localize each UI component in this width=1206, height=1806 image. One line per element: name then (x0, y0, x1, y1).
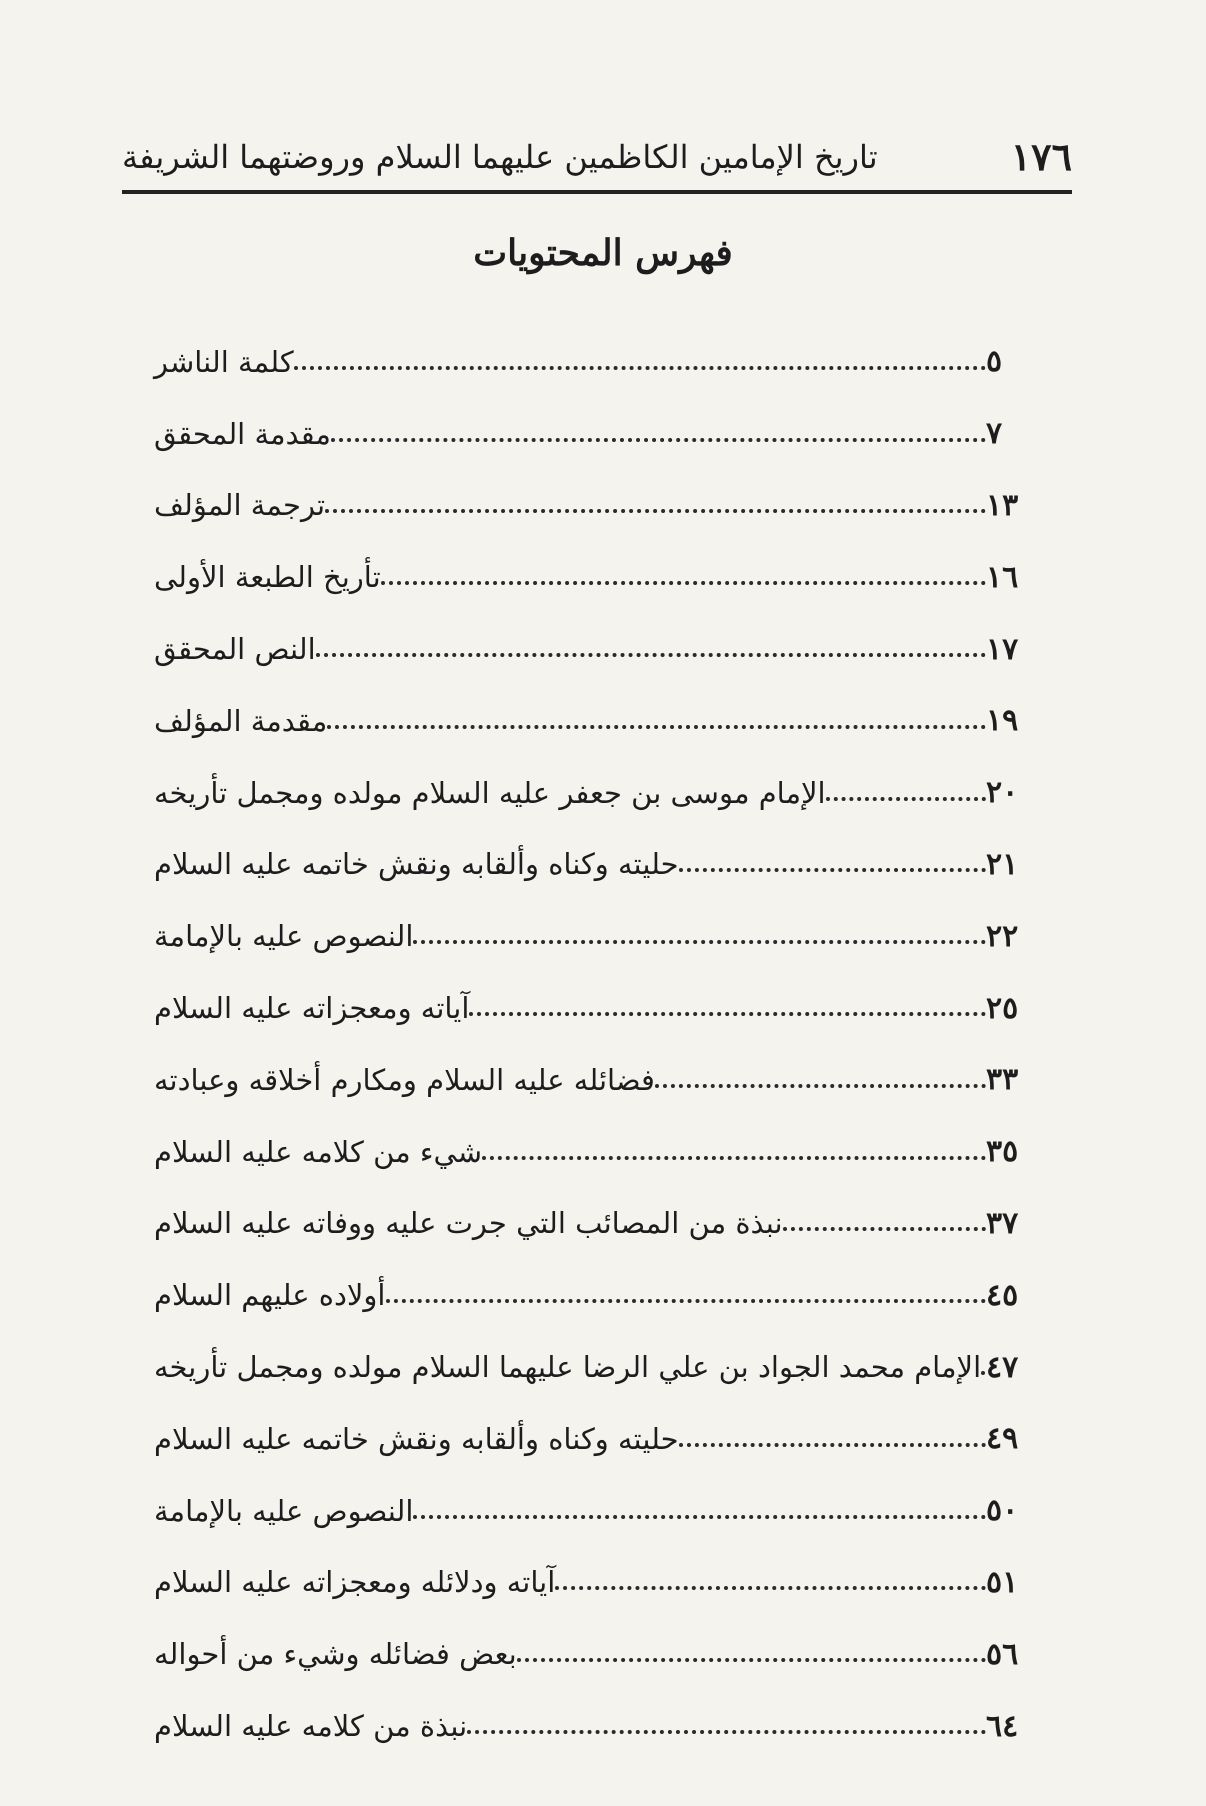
entry-page-number: ٧ (986, 416, 1003, 452)
entry-title: مقدمة المؤلف (154, 703, 328, 738)
dot-leader (294, 366, 986, 370)
dot-leader (325, 509, 986, 513)
entry-title: آياته ومعجزاته عليه السلام (154, 991, 470, 1026)
entry-page-number: ٥١ (986, 1564, 1019, 1600)
entry-title: حليته وكناه وألقابه ونقش خاتمه عليه السلام (154, 847, 679, 882)
entry-page-number: ٣٧ (986, 1205, 1019, 1241)
entry-title: النص المحقق (154, 632, 316, 667)
toc-entry (140, 1690, 1070, 1762)
toc-entry (140, 398, 1070, 470)
entry-title: كلمة الناشر (154, 344, 294, 379)
dot-leader (482, 1156, 986, 1160)
entry-title: الإمام موسى بن جعفر عليه السلام مولده ومجمل تأريخه (154, 775, 826, 810)
toc-entry (140, 1259, 1070, 1331)
toc-entry (140, 1116, 1070, 1188)
entry-title: نبذة من كلامه عليه السلام (154, 1709, 468, 1744)
toc-entry (140, 1475, 1070, 1547)
toc-entry (140, 470, 1070, 542)
dot-leader (413, 1515, 986, 1519)
toc-entry (140, 1403, 1070, 1475)
toc-entry (140, 685, 1070, 757)
toc-entry (140, 900, 1070, 972)
toc-entry (140, 1044, 1070, 1116)
entry-title: أولاده عليهم السلام (154, 1278, 386, 1313)
toc-entry (140, 613, 1070, 685)
entry-page-number: ٥٦ (986, 1636, 1019, 1672)
entry-page-number: ٥٠ (986, 1493, 1019, 1529)
dot-leader (517, 1658, 986, 1662)
entry-page-number: ٢١ (986, 846, 1019, 882)
toc-entry (140, 1331, 1070, 1403)
entry-page-number: ٤٩ (986, 1421, 1019, 1457)
entry-title: ترجمة المؤلف (154, 488, 326, 523)
contents-title: فهرس المحتويات (473, 232, 733, 274)
entry-page-number: ٣٥ (986, 1134, 1019, 1170)
dot-leader (655, 1084, 986, 1088)
table-of-contents (140, 326, 1070, 1762)
dot-leader (679, 1443, 986, 1447)
dot-leader (386, 1299, 987, 1303)
entry-title: حليته وكناه وألقابه ونقش خاتمه عليه السلام (154, 1421, 679, 1456)
header-rule (122, 190, 1072, 194)
dot-leader (826, 797, 986, 801)
entry-title: الإمام محمد الجواد بن علي الرضا عليهما السلام مولده ومجمل تأريخه (154, 1350, 982, 1385)
dot-leader (981, 1371, 986, 1375)
entry-page-number: ١٣ (986, 487, 1019, 523)
entry-page-number: ٥ (986, 344, 1003, 380)
page-number: ١٧٦ (1010, 134, 1072, 179)
toc-entry (140, 541, 1070, 613)
dot-leader (467, 1730, 986, 1734)
dot-leader (469, 1012, 986, 1016)
entry-page-number: ٣٣ (986, 1062, 1019, 1098)
entry-title: النصوص عليه بالإمامة (154, 1493, 414, 1528)
entry-page-number: ٢٢ (986, 918, 1019, 954)
toc-entry (140, 1188, 1070, 1260)
toc-entry (140, 972, 1070, 1044)
entry-page-number: ٦٤ (986, 1708, 1019, 1744)
dot-leader (555, 1586, 986, 1590)
entry-page-number: ١٩ (986, 703, 1019, 739)
toc-entry (140, 1547, 1070, 1619)
entry-title: النصوص عليه بالإمامة (154, 919, 414, 954)
running-header (122, 128, 1072, 194)
dot-leader (381, 581, 986, 585)
entry-page-number: ١٦ (986, 559, 1019, 595)
dot-leader (327, 725, 986, 729)
dot-leader (783, 1227, 986, 1231)
toc-entry (140, 326, 1070, 398)
entry-title: مقدمة المحقق (154, 416, 331, 451)
entry-title: شيء من كلامه عليه السلام (154, 1134, 483, 1169)
entry-page-number: ٢٠ (986, 775, 1019, 811)
entry-title: بعض فضائله وشيء من أحواله (154, 1637, 517, 1672)
entry-title: آياته ودلائله ومعجزاته عليه السلام (154, 1565, 556, 1600)
dot-leader (413, 940, 986, 944)
dot-leader (679, 868, 986, 872)
entry-title: نبذة من المصائب التي جرت عليه ووفاته عليه السلام (154, 1206, 783, 1241)
dot-leader (316, 653, 986, 657)
entry-title: فضائله عليه السلام ومكارم أخلاقه وعبادته (154, 1062, 655, 1097)
entry-page-number: ٢٥ (986, 990, 1019, 1026)
toc-entry (140, 757, 1070, 829)
book-title: تاريخ الإمامين الكاظمين عليهما السلام وروضتهما الشريفة (122, 138, 878, 176)
entry-page-number: ٤٧ (986, 1349, 1019, 1385)
entry-page-number: ١٧ (986, 631, 1019, 667)
entry-page-number: ٤٥ (986, 1277, 1019, 1313)
toc-entry (140, 829, 1070, 901)
entry-title: تأريخ الطبعة الأولى (154, 560, 381, 595)
toc-entry (140, 1618, 1070, 1690)
dot-leader (331, 438, 986, 442)
